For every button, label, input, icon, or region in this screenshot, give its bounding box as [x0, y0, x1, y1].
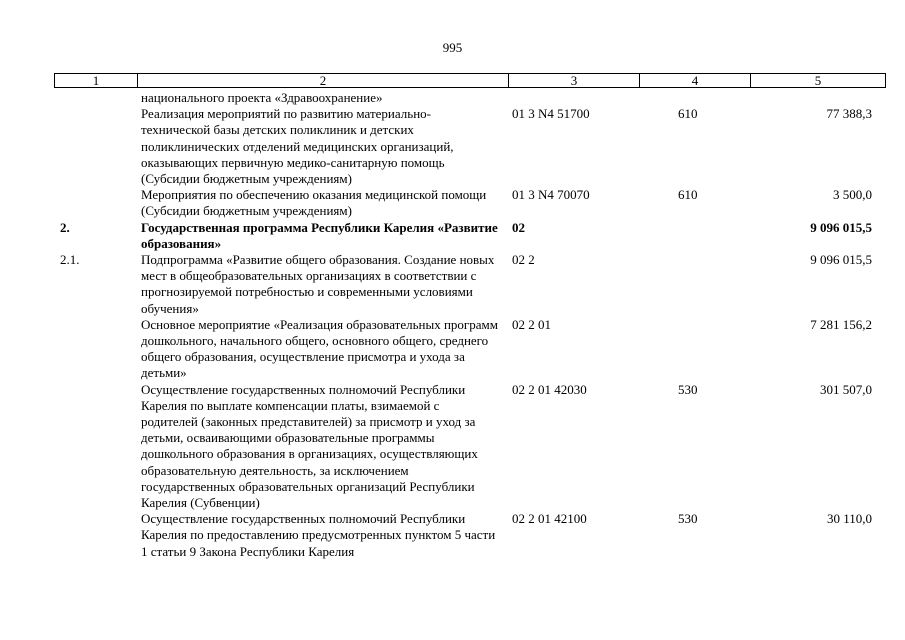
row-amount: 7 281 156,2 [810, 316, 872, 332]
row-description: Государственная программа Республики Карелия «Развитие образования» [141, 219, 498, 251]
row-target-code: 01 3 N4 51700 [512, 106, 590, 122]
row-number [54, 317, 136, 382]
row-description: Осуществление государственных полномочий Республики Карелия по предоставлению предусмотренных пунктом 5 части 1 статьи 9 Закона Республики Карелия [141, 511, 496, 559]
table-row [54, 317, 880, 382]
row-expense-type: 530 [678, 381, 698, 397]
table-row [54, 382, 880, 512]
column-header-1: 1 [55, 74, 138, 88]
row-number: 2. [60, 219, 70, 235]
row-number: 2.1. [60, 252, 80, 268]
row-number [54, 187, 136, 219]
row-description: Основное мероприятие «Реализация образовательных программ дошкольного, начального общего, основного общего, среднего общего образования, осуществление присмотра и ухода за детьми» [141, 316, 498, 381]
row-target-code: 02 2 01 42100 [512, 511, 587, 527]
row-number [54, 90, 136, 106]
row-amount: 9 096 015,5 [810, 252, 872, 268]
column-header-row [55, 74, 886, 88]
row-expense-type [636, 317, 746, 382]
row-description: Реализация мероприятий по развитию материально-технической базы детских поликлиник и детских поликлинических отделений медицинских организаций, оказывающих первичную медико-санитарную помощь (Субсидии бюджетным учреждениям) [141, 106, 454, 187]
row-amount: 30 110,0 [826, 511, 872, 527]
page-number: 995 [442, 40, 463, 55]
table-row [54, 511, 880, 560]
row-target-code: 02 2 01 42030 [512, 381, 587, 397]
table-row-program [54, 220, 880, 252]
row-target-code: 01 3 N4 70070 [512, 187, 590, 203]
row-expense-type [636, 252, 746, 317]
row-expense-type [636, 90, 746, 106]
column-header-5: 5 [751, 74, 886, 88]
table-row [54, 252, 880, 317]
row-number [54, 511, 136, 560]
row-amount: 301 507,0 [820, 381, 872, 397]
row-amount: 3 500,0 [833, 187, 872, 203]
row-number [54, 382, 136, 512]
row-description: национального проекта «Здравоохранение» [141, 90, 383, 105]
row-expense-type: 610 [678, 187, 698, 203]
row-amount [746, 90, 880, 106]
budget-table [54, 90, 880, 560]
row-number [54, 106, 136, 187]
row-target-code [506, 90, 636, 106]
column-header-4: 4 [640, 74, 751, 88]
table-row [54, 187, 880, 219]
table-row [54, 106, 880, 187]
row-target-code: 02 [512, 219, 525, 235]
column-header-table [54, 73, 886, 88]
row-expense-type: 610 [678, 106, 698, 122]
column-header-2: 2 [138, 74, 509, 88]
row-target-code: 02 2 01 [512, 316, 551, 332]
table-row [54, 90, 880, 106]
row-description: Осуществление государственных полномочий Республики Карелия по выплате компенсации платы, взимаемой с родителей (законных представителей) за присмотр и уход за детьми, осваивающими образовательные программы дошкольного образования в организациях, осуществляющих образовательную деятельность, за исключением государственных образовательных организаций Республики Карелия (Субвенции) [141, 381, 478, 511]
row-expense-type: 530 [678, 511, 698, 527]
row-target-code: 02 2 [512, 252, 535, 268]
column-header-3: 3 [509, 74, 640, 88]
row-amount: 9 096 015,5 [810, 219, 872, 235]
budget-table-body [54, 90, 880, 560]
row-description: Подпрограмма «Развитие общего образования. Создание новых мест в общеобразовательных организациях в соответствии с прогнозируемой потребностью и современными условиями обучения» [141, 252, 495, 316]
row-expense-type [636, 220, 746, 252]
row-amount: 77 388,3 [826, 106, 872, 122]
row-description: Мероприятия по обеспечению оказания медицинской помощи (Субсидии бюджетным учреждениям) [141, 187, 487, 219]
